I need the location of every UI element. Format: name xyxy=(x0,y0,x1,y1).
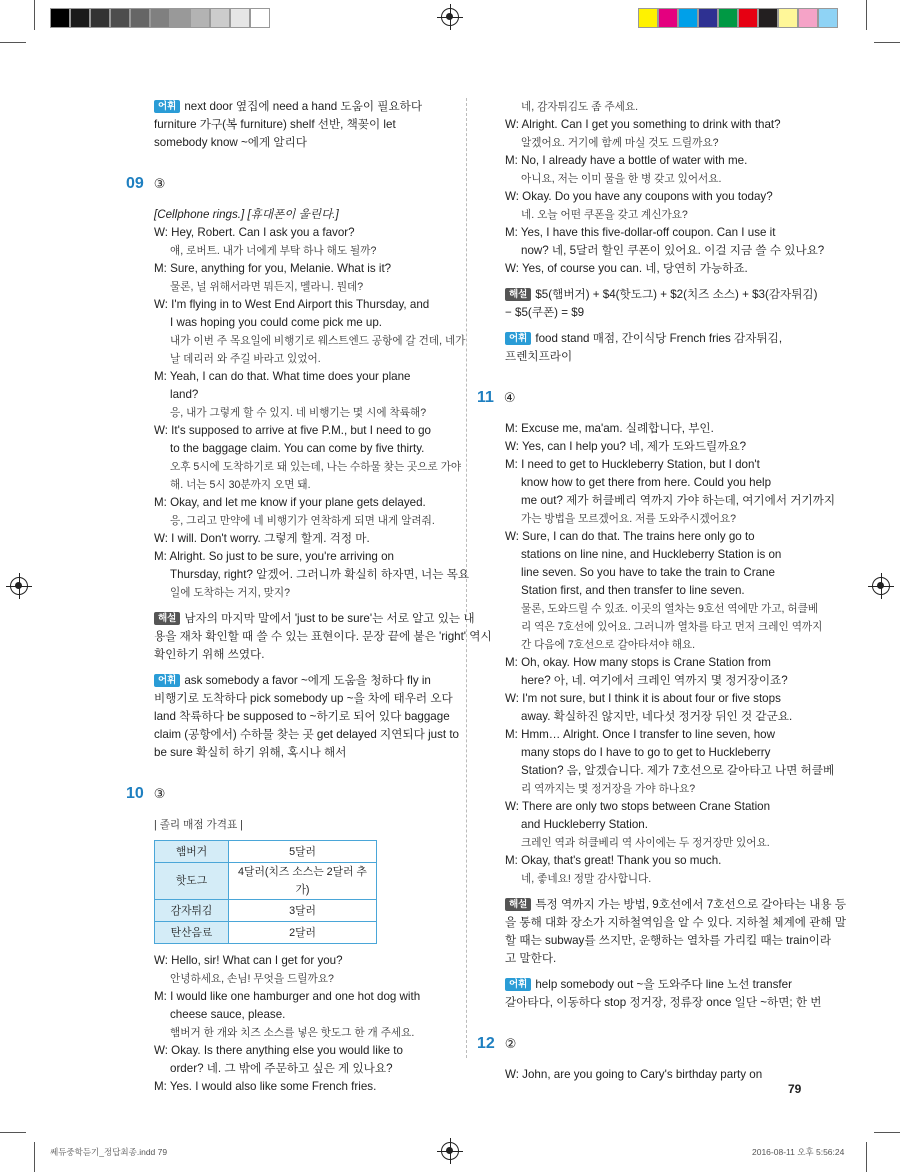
box-text: 고 말한다. xyxy=(505,952,557,965)
color-swatch xyxy=(658,8,678,28)
box-text: land 착륙하다 be supposed to ~하기로 되어 있다 baggage xyxy=(154,710,450,723)
dialogue-line: M: Hmm… Alright. Once I transfer to line seven, how xyxy=(505,728,775,741)
color-swatch xyxy=(758,8,778,28)
dialogue-line: M: No, I already have a bottle of water with me. xyxy=(505,154,748,167)
box-text: 확인하기 위해 쓰였다. xyxy=(154,648,265,661)
dialogue-line: line seven. So you have to take the train to Crane xyxy=(521,566,775,579)
explanation-box xyxy=(154,610,492,664)
dialogue-line: 네, 좋네요! 정말 감사합니다. xyxy=(521,873,652,885)
dialogue-line: W: Hello, sir! What can I get for you? xyxy=(154,954,343,967)
explanation-tag: 해설 xyxy=(154,612,180,625)
dialogue-line: M: Yes. I would also like some French fries. xyxy=(154,1080,377,1093)
box-line xyxy=(154,646,454,664)
dialogue-line: M: Sure, anything for you, Melanie. What is it? xyxy=(154,262,392,275)
question-number: 10 xyxy=(126,785,144,802)
dialogue-line: M: Okay, that's great! Thank you so much. xyxy=(505,854,722,867)
price-cell: 3달러 xyxy=(229,900,377,922)
box-text: $5(햄버거) + $4(핫도그) + $2(치즈 소스) + $3(감자튀김) xyxy=(535,288,818,301)
box-line xyxy=(505,914,847,932)
dialogue xyxy=(154,952,454,1096)
dialogue-line: M: Excuse me, ma'am. 실례합니다, 부인. xyxy=(505,422,714,435)
dialogue-line: W: Alright. Can I get you something to drink with that? xyxy=(505,118,781,131)
question-header xyxy=(126,170,454,198)
item-cell: 햄버거 xyxy=(155,841,229,863)
color-swatch xyxy=(738,8,758,28)
dialogue-line: 내가 이번 주 목요일에 비행기로 웨스트엔드 공항에 갈 건데, 네가 xyxy=(170,335,466,347)
dialogue-line: M: Yeah, I can do that. What time does your plane xyxy=(154,370,411,383)
dialogue-line: W: I'm not sure, but I think it is about four or five stops xyxy=(505,692,781,705)
box-line xyxy=(505,286,818,304)
color-swatch xyxy=(638,8,658,28)
explanation-box xyxy=(505,286,818,322)
box-text: be sure 확실히 하기 위해, 혹시나 해서 xyxy=(154,746,347,759)
box-text: 용을 재차 확인할 때 쓸 수 있는 표현이다. 문장 끝에 붙은 'right' 역시 xyxy=(154,630,492,643)
question-header xyxy=(477,384,805,412)
dialogue xyxy=(505,98,825,278)
explanation-tag: 해설 xyxy=(505,288,531,301)
box-text: 할 때는 subway를 쓰지만, 운행하는 열차를 가리킬 때는 train이라 xyxy=(505,934,832,947)
dialogue-line: 물론, 널 위해서라면 뭐든지, 멜라니. 뭔데? xyxy=(170,281,364,293)
dialogue-line: W: I will. Don't worry. 그렇게 할게. 걱정 마. xyxy=(154,532,370,545)
box-line xyxy=(154,116,454,134)
price-cell: 5달러 xyxy=(229,841,377,863)
question-number: 11 xyxy=(477,389,494,406)
item-cell: 핫도그 xyxy=(155,863,229,900)
page-number: 79 xyxy=(788,1082,802,1096)
gray-swatch xyxy=(130,8,150,28)
price-cell: 4달러(치즈 소스는 2달러 추가) xyxy=(229,863,377,900)
crop-mark xyxy=(34,0,35,30)
dialogue-line: 네, 감자튀김도 좀 주세요. xyxy=(521,101,639,113)
registration-mark-icon xyxy=(872,577,890,595)
crop-mark xyxy=(0,42,26,43)
dialogue xyxy=(505,420,836,888)
dialogue-line: 알겠어요. 거기에 함께 마실 것도 드릴까요? xyxy=(521,137,719,149)
table-row xyxy=(155,841,377,863)
price-cell: 2달러 xyxy=(229,922,377,944)
box-text: − $5(쿠폰) = $9 xyxy=(505,306,585,319)
dialogue-line: I was hoping you could come pick me up. xyxy=(170,316,383,329)
vocab-box xyxy=(154,672,460,762)
cmyk-color-bar xyxy=(638,8,838,28)
dialogue-line: away. 확실하진 않지만, 네다섯 정거장 뒤인 것 같군요. xyxy=(521,710,793,723)
box-line xyxy=(154,610,475,628)
box-line xyxy=(154,690,454,708)
registration-mark-icon xyxy=(441,8,459,26)
dialogue-line: Thursday, right? 알겠어. 그러니까 확실히 하자면, 너는 목요 xyxy=(170,568,470,581)
dialogue-line: 일에 도착하는 거지, 맞지? xyxy=(170,587,290,599)
crop-mark xyxy=(866,0,867,30)
box-line xyxy=(505,330,805,348)
dialogue-line: W: Okay. Do you have any coupons with you today? xyxy=(505,190,773,203)
vocab-tag: 어휘 xyxy=(505,978,531,991)
box-text: 을 통해 대화 장소가 지하철역임을 알 수 있다. 지하철 체계에 관해 말 xyxy=(505,916,847,929)
box-line xyxy=(154,134,454,152)
answer-choice: ③ xyxy=(153,786,166,801)
gray-swatch xyxy=(150,8,170,28)
registration-mark-icon xyxy=(441,1142,459,1160)
dialogue-line: W: Sure, I can do that. The trains here only go to xyxy=(505,530,755,543)
box-line xyxy=(154,98,454,116)
dialogue-line: 간 다음에 7호선으로 갈아타셔야 해요. xyxy=(521,639,696,651)
dialogue-line: 얘, 로버트. 내가 너에게 부탁 하나 해도 될까? xyxy=(170,245,377,257)
footer-timestamp: 2016-08-11 오후 5:56:24 xyxy=(752,1147,845,1157)
right-column xyxy=(477,98,847,1084)
box-text: 프렌치프라이 xyxy=(505,350,573,363)
box-line xyxy=(505,304,805,322)
gray-swatch xyxy=(190,8,210,28)
dialogue-line: 가는 방법을 모르겠어요. 저를 도와주시겠어요? xyxy=(521,513,737,525)
dialogue-line: many stops do I have to go to get to Huckleberry xyxy=(521,746,771,759)
box-text: next door 옆집에 need a hand 도움이 필요하다 xyxy=(184,100,423,113)
gray-swatch xyxy=(170,8,190,28)
dialogue-line: 리 역까지는 몇 정거장을 가야 하나요? xyxy=(521,783,696,795)
color-swatch xyxy=(778,8,798,28)
vocab-box xyxy=(154,98,454,152)
crop-mark xyxy=(34,1142,35,1172)
dialogue-line: 네. 오늘 어떤 쿠폰을 갖고 계신가요? xyxy=(521,209,688,221)
dialogue-line: W: Yes, can I help you? 네, 제가 도와드릴까요? xyxy=(505,440,747,453)
dialogue-line: M: Alright. So just to be sure, you're arriving on xyxy=(154,550,394,563)
table-row xyxy=(155,900,377,922)
dialogue-line: 햄버거 한 개와 치즈 소스를 넣은 핫도그 한 개 주세요. xyxy=(170,1027,415,1039)
box-text: 비행기로 도착하다 pick somebody up ~을 차에 태우러 오다 xyxy=(154,692,453,705)
answer-choice: ② xyxy=(504,1036,517,1051)
item-cell: 탄산음료 xyxy=(155,922,229,944)
price-table xyxy=(154,840,377,944)
box-line xyxy=(505,932,832,950)
dialogue-line: Station first, and then transfer to line seven. xyxy=(521,584,745,597)
box-line xyxy=(154,744,454,762)
box-text: help somebody out ~을 도와주다 line 노선 transfer xyxy=(535,978,792,991)
dialogue-line: order? 네. 그 밖에 주문하고 싶은 게 있나요? xyxy=(170,1062,393,1075)
dialogue-line: M: Yes, I have this five-dollar-off coupon. Can I use it xyxy=(505,226,776,239)
dialogue-line: W: There are only two stops between Crane Station xyxy=(505,800,771,813)
item-cell: 감자튀김 xyxy=(155,900,229,922)
gray-swatch xyxy=(110,8,130,28)
dialogue-line: M: I would like one hamburger and one hot dog with xyxy=(154,990,421,1003)
box-text: claim (공항에서) 수하물 찾는 곳 get delayed 지연되다 just to xyxy=(154,728,460,741)
dialogue-line: 날 데리러 와 주길 바라고 있었어. xyxy=(170,353,321,365)
dialogue-line: 크레인 역과 허클베리 역 사이에는 두 정거장만 있어요. xyxy=(521,837,770,849)
question-header xyxy=(477,1030,805,1058)
dialogue-line: W: It's supposed to arrive at five P.M., but I need to go xyxy=(154,424,431,437)
box-line xyxy=(505,976,805,994)
dialogue-line: M: I need to get to Huckleberry Station, but I don't xyxy=(505,458,760,471)
dialogue-line: 안녕하세요, 손님! 무엇을 드릴까요? xyxy=(170,973,334,985)
crop-mark xyxy=(874,42,900,43)
box-text: somebody know ~에게 알리다 xyxy=(154,136,307,149)
vocab-box xyxy=(505,330,805,366)
gray-swatch xyxy=(250,8,270,28)
dialogue-line: [Cellphone rings.] [휴대폰이 울린다.] xyxy=(154,208,339,221)
dialogue-line: 응, 내가 그렇게 할 수 있지. 네 비행기는 몇 시에 착륙해? xyxy=(170,407,427,419)
box-text: 남자의 마지막 말에서 'just to be sure'는 서로 알고 있는 내 xyxy=(184,612,475,625)
dialogue-line: stations on line nine, and Huckleberry Station is on xyxy=(521,548,782,561)
dialogue-line: here? 아, 네. 여기에서 크레인 역까지 몇 정거장이죠? xyxy=(521,674,788,687)
dialogue-line: 물론, 도와드릴 수 있죠. 이곳의 열차는 9호선 역에만 가고, 허클베 xyxy=(521,603,819,615)
dialogue-line: M: Okay, and let me know if your plane gets delayed. xyxy=(154,496,426,509)
color-swatch xyxy=(698,8,718,28)
answer-choice: ④ xyxy=(503,390,516,405)
dialogue-line: land? xyxy=(170,388,199,401)
dialogue-line: cheese sauce, please. xyxy=(170,1008,286,1021)
crop-mark xyxy=(0,1132,26,1133)
dialogue-line: 아니요, 저는 이미 물을 한 병 갖고 있어서요. xyxy=(521,173,722,185)
explanation-tag: 해설 xyxy=(505,898,531,911)
box-text: 특정 역까지 가는 방법, 9호선에서 7호선으로 갈아타는 내용 등 xyxy=(535,898,847,911)
dialogue-line: Station? 음, 알겠습니다. 제가 7호선으로 갈아타고 나면 허클베 xyxy=(521,764,835,777)
box-text: 갈아타다, 이동하다 stop 정거장, 정류장 once 일단 ~하면; 한 번 xyxy=(505,996,822,1009)
dialogue-line: 오후 5시에 도착하기로 돼 있는데, 나는 수하물 찾는 곳으로 가야 xyxy=(170,461,462,473)
box-text: furniture 가구(복 furniture) shelf 선반, 책꽂이 let xyxy=(154,118,396,131)
dialogue-line: W: I'm flying in to West End Airport this Thursday, and xyxy=(154,298,430,311)
dialogue-line: 해. 너는 5시 30분까지 오면 돼. xyxy=(170,479,311,491)
gray-swatch xyxy=(50,8,70,28)
vocab-box xyxy=(505,976,822,1012)
dialogue-line: 리 역은 7호선에 있어요. 그러니까 열차를 타고 먼저 크레인 역까지 xyxy=(521,621,823,633)
dialogue xyxy=(154,206,470,602)
dialogue-line: W: Hey, Robert. Can I ask you a favor? xyxy=(154,226,355,239)
vocab-tag: 어휘 xyxy=(154,100,180,113)
color-swatch xyxy=(718,8,738,28)
dialogue xyxy=(505,1066,805,1084)
color-swatch xyxy=(798,8,818,28)
price-table-title: | 졸리 매점 가격표 | xyxy=(154,819,243,831)
gray-swatch xyxy=(70,8,90,28)
dialogue-line: now? 네, 5달러 할인 쿠폰이 있어요. 이걸 지금 쓸 수 있나요? xyxy=(521,244,825,257)
box-line xyxy=(154,726,460,744)
dialogue-line: W: Okay. Is there anything else you would like to xyxy=(154,1044,403,1057)
box-line xyxy=(505,896,847,914)
box-line xyxy=(505,994,822,1012)
box-line xyxy=(154,628,492,646)
table-row xyxy=(155,922,377,944)
dialogue-line: M: Oh, okay. How many stops is Crane Station from xyxy=(505,656,771,669)
dialogue-line: know how to get there from here. Could you help xyxy=(521,476,772,489)
grayscale-color-bar xyxy=(50,8,270,28)
dialogue-line: W: Yes, of course you can. 네, 당연히 가능하죠. xyxy=(505,262,748,275)
box-text: ask somebody a favor ~에게 도움을 청하다 fly in xyxy=(184,674,431,687)
box-line xyxy=(154,672,454,690)
footer-filename: 쎄듀중학듣기_정답최종.indd 79 xyxy=(50,1147,168,1157)
box-line xyxy=(505,348,805,366)
gray-swatch xyxy=(230,8,250,28)
answer-choice: ③ xyxy=(153,176,166,191)
question-number: 12 xyxy=(477,1035,495,1052)
question-header xyxy=(126,780,454,808)
gray-swatch xyxy=(210,8,230,28)
explanation-box xyxy=(505,896,847,968)
dialogue-line: 응, 그리고 만약에 네 비행기가 연착하게 되면 내게 알려줘. xyxy=(170,515,435,527)
color-swatch xyxy=(678,8,698,28)
dialogue-line: to the baggage claim. You can come by five thirty. xyxy=(170,442,425,455)
vocab-tag: 어휘 xyxy=(154,674,180,687)
color-swatch xyxy=(818,8,838,28)
dialogue-line: me out? 제가 허클베리 역까지 가야 하는데, 여기에서 거기까지 xyxy=(521,494,836,507)
box-line xyxy=(154,708,454,726)
box-text: food stand 매점, 간이식당 French fries 감자튀김, xyxy=(535,332,783,345)
dialogue-line: and Huckleberry Station. xyxy=(521,818,648,831)
gray-swatch xyxy=(90,8,110,28)
vocab-tag: 어휘 xyxy=(505,332,531,345)
table-row xyxy=(155,863,377,900)
crop-mark xyxy=(874,1132,900,1133)
question-number: 09 xyxy=(126,175,144,192)
registration-mark-icon xyxy=(10,577,28,595)
dialogue-line: W: John, are you going to Cary's birthday party on xyxy=(505,1068,763,1081)
box-line xyxy=(505,950,805,968)
crop-mark xyxy=(866,1142,867,1172)
